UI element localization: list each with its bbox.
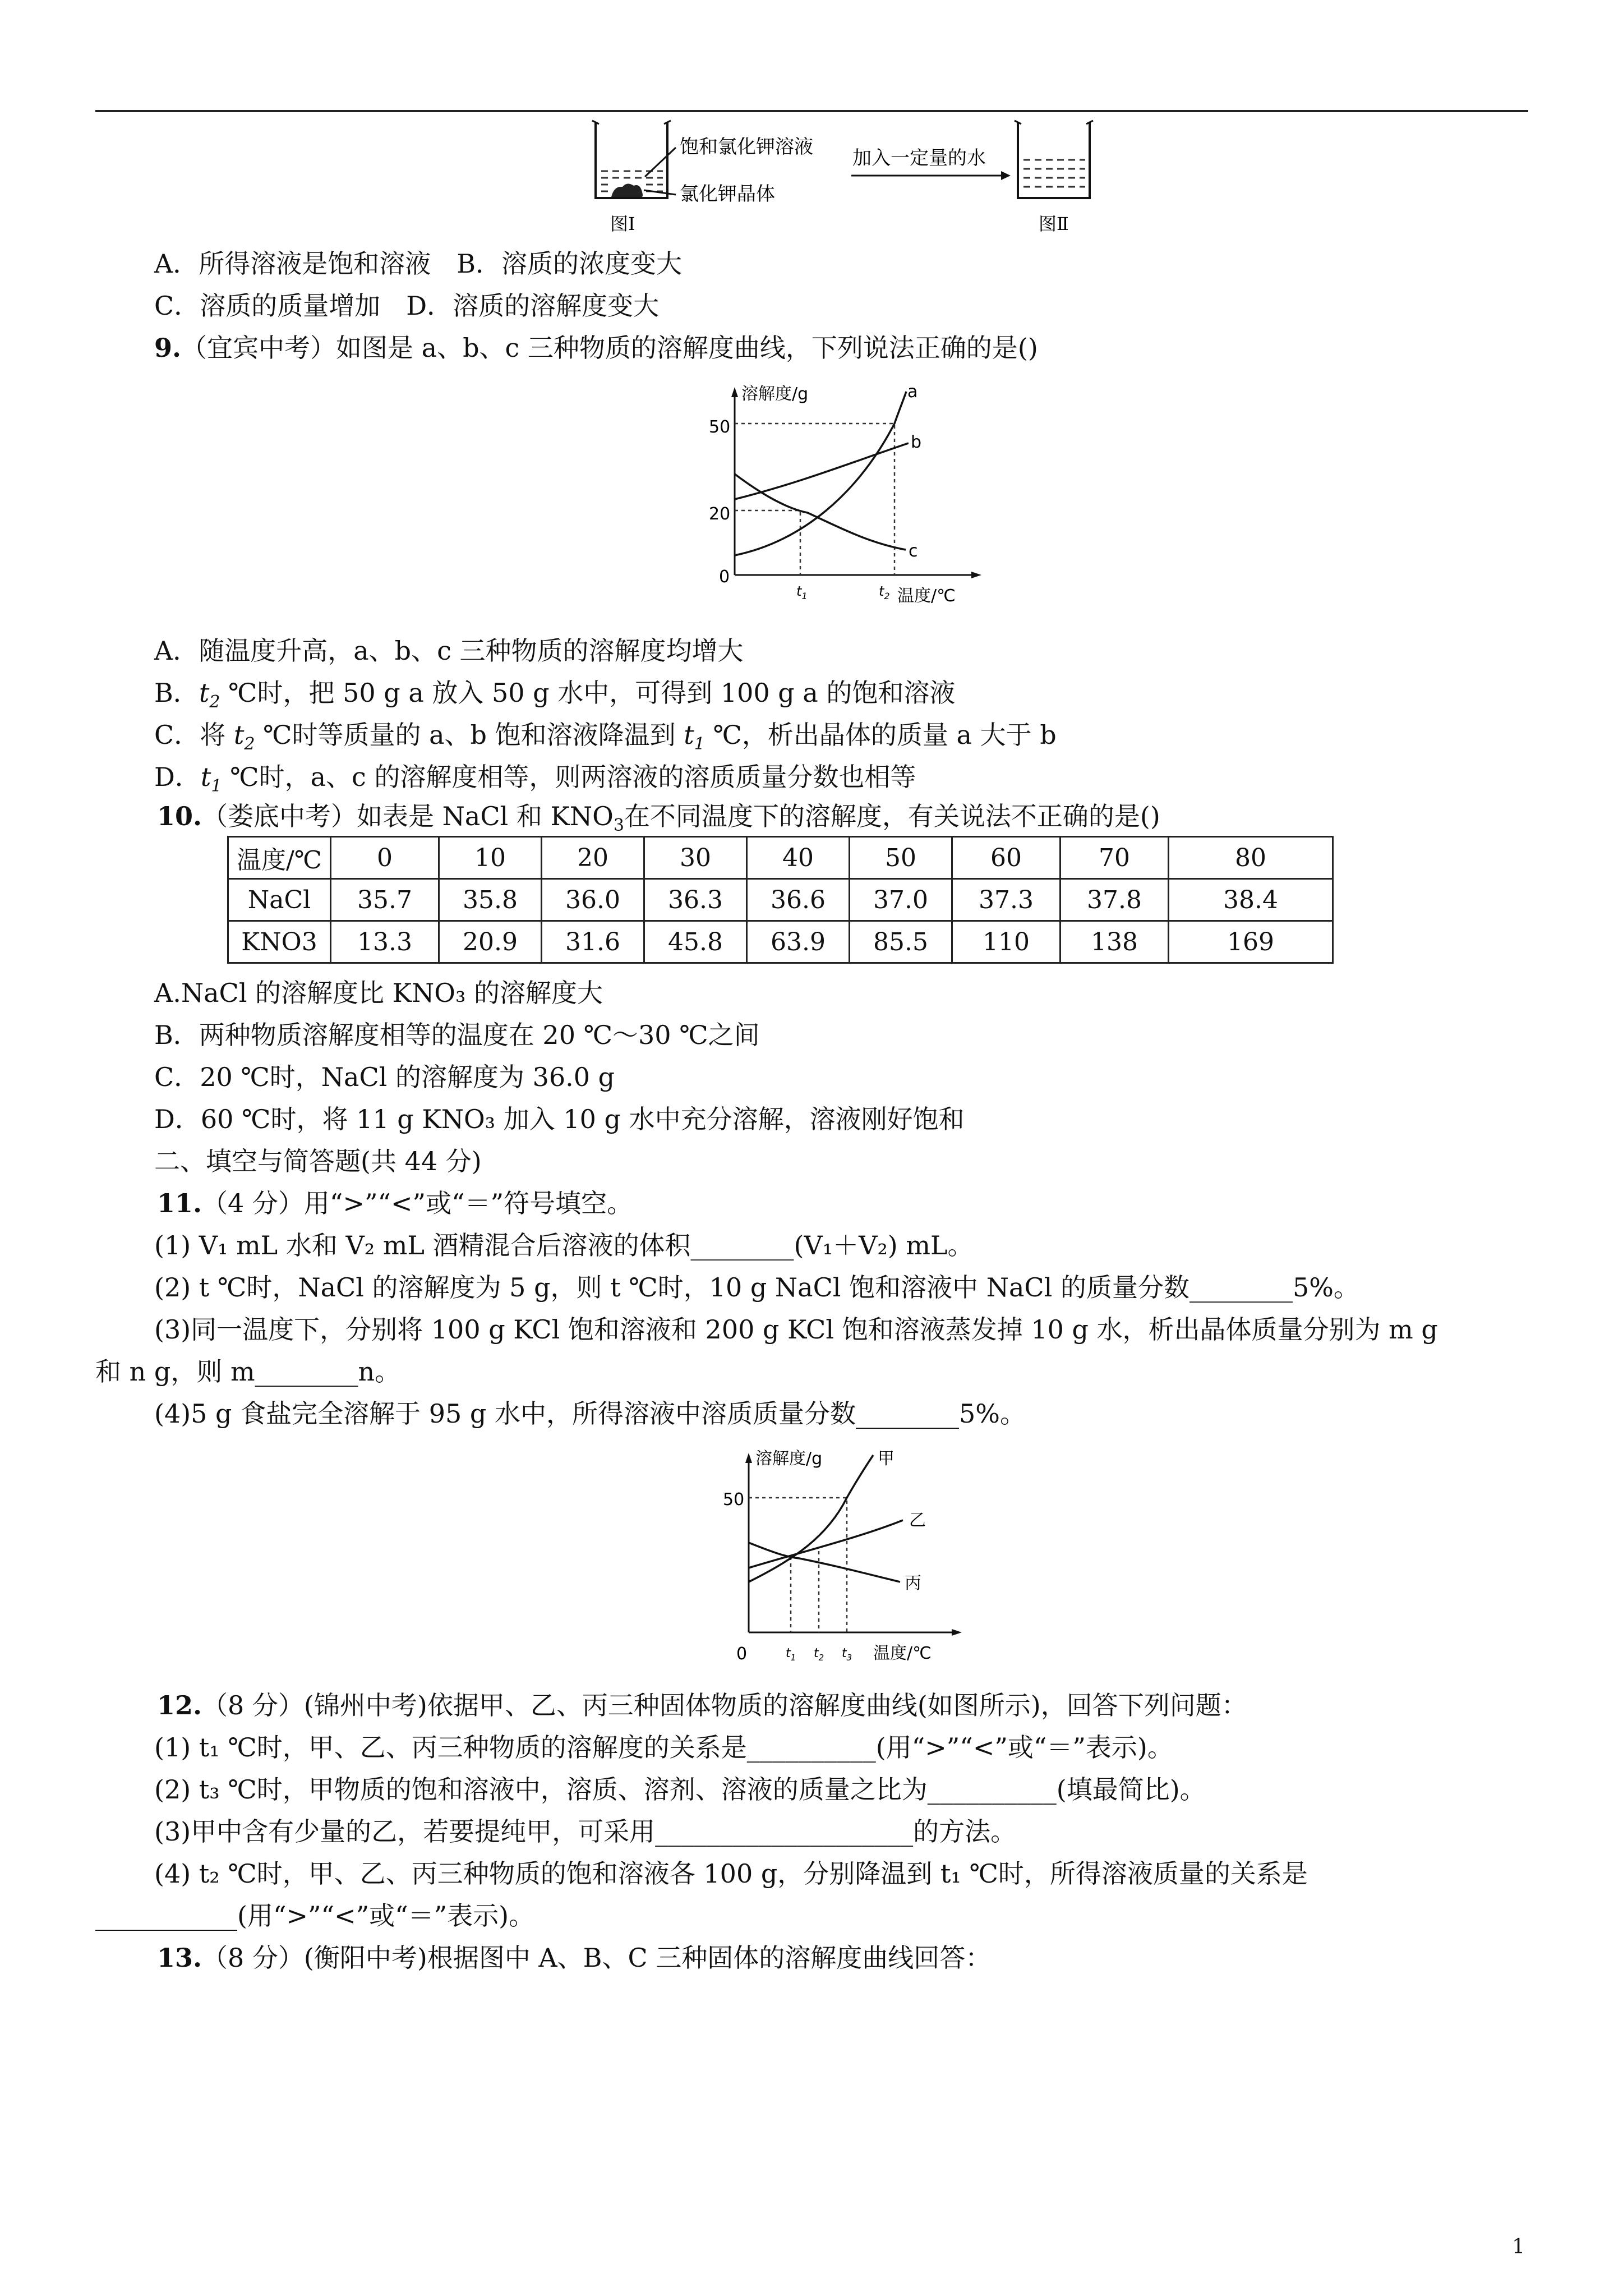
table-cell: 36.3 xyxy=(644,879,747,921)
chart2-ytick-50: 50 xyxy=(723,1490,745,1510)
section-2-heading: 二、填空与简答题(共 44 分) xyxy=(154,1146,482,1176)
q9-stem-text: （宜宾中考）如图是 a、b、c 三种物质的溶解度曲线，下列说法正确的是() xyxy=(181,333,1038,363)
chart2-xtick-t3: $t_3$ xyxy=(842,1646,852,1663)
chart1-xtick-t1: $t_1$ xyxy=(796,583,808,601)
q11-part-1: (1) V₁ mL 水和 V₂ mL 酒精混合后溶液的体积________(V₁＋V₂) mL。 xyxy=(154,1230,974,1260)
page-number: 1 xyxy=(1512,2235,1525,2258)
table-cell: 63.9 xyxy=(747,921,850,963)
chart2-xtick-t2: $t_2$ xyxy=(814,1646,824,1663)
chart1-ytick-50: 50 xyxy=(709,417,731,437)
y-axis-arrow-icon xyxy=(745,1453,752,1463)
q9-b-text: ℃时，把 50 g a 放入 50 g 水中，可得到 100 g a 的饱和溶液 xyxy=(220,678,956,708)
q13-stem xyxy=(157,1941,991,1975)
table-cell: 30 xyxy=(644,837,747,879)
q11-part-3a: (3)同一温度下，分别将 100 g KCl 饱和溶液和 200 g KCl 饱和溶液蒸发掉 10 g 水，析出晶体质量分别为 m g xyxy=(154,1314,1438,1345)
table-cell: 45.8 xyxy=(644,921,747,963)
chart2-series-bing-label: 丙 xyxy=(905,1573,921,1593)
q9-b-t-sub: 2 xyxy=(209,692,220,712)
q9-option-a: A．随温度升高，a、b、c 三种物质的溶解度均增大 xyxy=(154,636,744,666)
table-cell: 70 xyxy=(1061,837,1169,879)
q9-c-mid: ℃时等质量的 a、b 饱和溶液降温到 xyxy=(255,720,684,750)
table-cell: 37.0 xyxy=(850,879,952,921)
y-axis-arrow-icon xyxy=(731,387,738,397)
q12-stem xyxy=(157,1688,1247,1722)
q9-option-d xyxy=(154,760,916,803)
table-cell: 10 xyxy=(439,837,542,879)
beaker-1 xyxy=(592,121,676,198)
q9-stem xyxy=(154,331,1038,365)
q9-c-t: t xyxy=(684,720,694,750)
beaker-figure xyxy=(583,115,1133,244)
chart2-xlabel: 温度/℃ xyxy=(873,1644,932,1663)
q9-c-prefix: C．将 xyxy=(154,720,234,750)
q9-b-t2 xyxy=(199,678,220,712)
header-rule xyxy=(95,110,1528,112)
table-cell: 40 xyxy=(747,837,850,879)
q11-part-4: (4)5 g 食盐完全溶解于 95 g 水中，所得溶液中溶质质量分数________5%。 xyxy=(154,1398,1026,1429)
q9-b-t: t xyxy=(199,678,210,708)
table-cell: 37.8 xyxy=(1061,879,1169,921)
label-add-water: 加入一定量的水 xyxy=(852,147,986,169)
chart1-series-b xyxy=(735,443,909,499)
q11-part-3b: 和 n g，则 m________n。 xyxy=(95,1356,401,1387)
q12-part-4a: (4) t₂ ℃时，甲、乙、丙三种物质的饱和溶液各 100 g，分别降温到 t₁ ℃时，所得溶液质量的关系是 xyxy=(154,1858,1308,1889)
q10-option-a: A.NaCl 的溶解度比 KNO₃ 的溶解度大 xyxy=(154,978,603,1008)
chart2-xtick-t1: $t_1$ xyxy=(786,1646,796,1663)
chart1-xlabel: 温度/℃ xyxy=(897,586,956,606)
table-cell: 35.8 xyxy=(439,879,542,921)
q12-part-1: (1) t₁ ℃时，甲、乙、丙三种物质的溶解度的关系是__________(用“>”“<”或“＝”表示)。 xyxy=(154,1732,1173,1763)
table-cell: 138 xyxy=(1061,921,1169,963)
q8-options-line2: C．溶质的质量增加 D．溶质的溶解度变大 xyxy=(154,291,660,321)
label-kcl-crystal: 氯化钾晶体 xyxy=(680,183,775,205)
q12-number: 12. xyxy=(157,1690,202,1720)
table-cell: 85.5 xyxy=(850,921,952,963)
q10-stem-sub: 3 xyxy=(613,816,624,835)
arrow-head-icon xyxy=(1001,171,1011,180)
table-cell: 60 xyxy=(952,837,1061,879)
table-row-nacl xyxy=(228,879,1333,921)
table-cell: 50 xyxy=(850,837,952,879)
q13-number: 13. xyxy=(157,1943,202,1973)
solubility-chart-jia-yi-bing xyxy=(709,1447,979,1672)
table-cell: 169 xyxy=(1169,921,1333,963)
q9-c-t1 xyxy=(684,720,705,754)
q10-option-c: C．20 ℃时，NaCl 的溶解度为 36.0 g xyxy=(154,1062,615,1092)
q10-stem-pre: （娄底中考）如表是 NaCl 和 KNO xyxy=(202,801,614,831)
table-cell: NaCl xyxy=(228,879,331,921)
chart1-guide-20 xyxy=(735,510,800,575)
chart1-series-a-label: a xyxy=(907,382,918,402)
q9-d-t1: $t_1$ xyxy=(200,762,222,796)
x-axis-arrow-icon xyxy=(952,1629,962,1636)
q9-c-text: ℃，析出晶体的质量 a 大于 b xyxy=(704,720,1057,750)
q9-number: 9. xyxy=(154,333,182,363)
chart2-ylabel: 溶解度/g xyxy=(755,1449,823,1469)
q8-options-line1: A．所得溶液是饱和溶液 B．溶质的浓度变大 xyxy=(154,249,683,279)
q9-option-c xyxy=(154,718,1057,761)
x-axis-arrow-icon xyxy=(971,572,981,578)
q10-option-d: D．60 ℃时，将 11 g KNO₃ 加入 10 g 水中充分溶解，溶液刚好饱和 xyxy=(154,1104,965,1134)
chart1-series-c xyxy=(735,474,906,550)
table-cell: 20 xyxy=(542,837,644,879)
chart1-origin: 0 xyxy=(719,567,730,587)
q10-number: 10. xyxy=(157,801,202,831)
chart1-series-c-label: c xyxy=(909,541,918,561)
table-cell: 20.9 xyxy=(439,921,542,963)
chart1-ytick-20: 20 xyxy=(709,504,731,524)
solubility-table xyxy=(227,836,1334,964)
table-cell: 110 xyxy=(952,921,1061,963)
chart2-series-yi-label: 乙 xyxy=(909,1511,926,1530)
table-cell: 37.3 xyxy=(952,879,1061,921)
table-cell: 36.6 xyxy=(747,879,850,921)
label-fig-1: 图Ⅰ xyxy=(610,213,635,234)
table-header-row xyxy=(228,837,1333,879)
q9-b-prefix: B． xyxy=(154,678,199,708)
q12-part-4b: ___________(用“>”“<”或“＝”表示)。 xyxy=(95,1901,535,1931)
q11-stem-text: （4 分）用“>”“<”或“＝”符号填空。 xyxy=(202,1188,633,1218)
chart1-ylabel: 溶解度/g xyxy=(741,384,809,404)
table-cell: 38.4 xyxy=(1169,879,1333,921)
q12-stem-text: （8 分）(锦州中考)依据甲、乙、丙三种固体物质的溶解度曲线(如图所示)，回答下列问题： xyxy=(202,1690,1247,1720)
q9-d-prefix: D． xyxy=(154,762,201,792)
q9-d-text: ℃时，a、c 的溶解度相等，则两溶液的溶质质量分数也相等 xyxy=(222,762,916,792)
chart1-series-b-label: b xyxy=(911,432,922,452)
chart2-origin: 0 xyxy=(736,1644,748,1664)
q9-c-t2: $t_2$ xyxy=(233,720,255,754)
table-cell: 80 xyxy=(1169,837,1333,879)
q11-part-2: (2) t ℃时，NaCl 的溶解度为 5 g，则 t ℃时，10 g NaCl 饱和溶液中 NaCl 的质量分数________5%。 xyxy=(154,1272,1359,1303)
chart1-guide-50 xyxy=(735,424,895,575)
table-cell: 35.7 xyxy=(331,879,439,921)
q11-stem xyxy=(157,1186,633,1220)
table-cell: 0 xyxy=(331,837,439,879)
table-cell: 36.0 xyxy=(542,879,644,921)
table-row-kno3 xyxy=(228,921,1333,963)
q10-stem-post: 在不同温度下的溶解度，有关说法不正确的是() xyxy=(624,801,1160,831)
label-fig-2: 图Ⅱ xyxy=(1039,213,1069,234)
q9-c-t-sub: 1 xyxy=(694,734,705,754)
table-cell: KNO3 xyxy=(228,921,331,963)
chart2-series-bing xyxy=(749,1543,900,1582)
q9-option-b xyxy=(154,676,955,719)
q11-number: 11. xyxy=(157,1188,202,1218)
solubility-chart-abc xyxy=(690,381,993,617)
q12-part-3: (3)甲中含有少量的乙，若要提纯甲，可采用____________________的方法。 xyxy=(154,1816,1017,1847)
beaker-2 xyxy=(1015,121,1093,198)
q10-option-b: B．两种物质溶解度相等的温度在 20 ℃～30 ℃之间 xyxy=(154,1020,760,1050)
chart1-xtick-t2: $t_2$ xyxy=(879,583,890,601)
q13-stem-text: （8 分）(衡阳中考)根据图中 A、B、C 三种固体的溶解度曲线回答： xyxy=(202,1943,992,1973)
label-saturated-kcl: 饱和氯化钾溶液 xyxy=(680,136,813,158)
table-cell: 温度/℃ xyxy=(228,837,331,879)
chart2-series-jia-label: 甲 xyxy=(878,1449,895,1469)
q12-part-2: (2) t₃ ℃时，甲物质的饱和溶液中，溶质、溶剂、溶液的质量之比为__________(填最简比)。 xyxy=(154,1774,1206,1805)
table-cell: 13.3 xyxy=(331,921,439,963)
table-cell: 31.6 xyxy=(542,921,644,963)
